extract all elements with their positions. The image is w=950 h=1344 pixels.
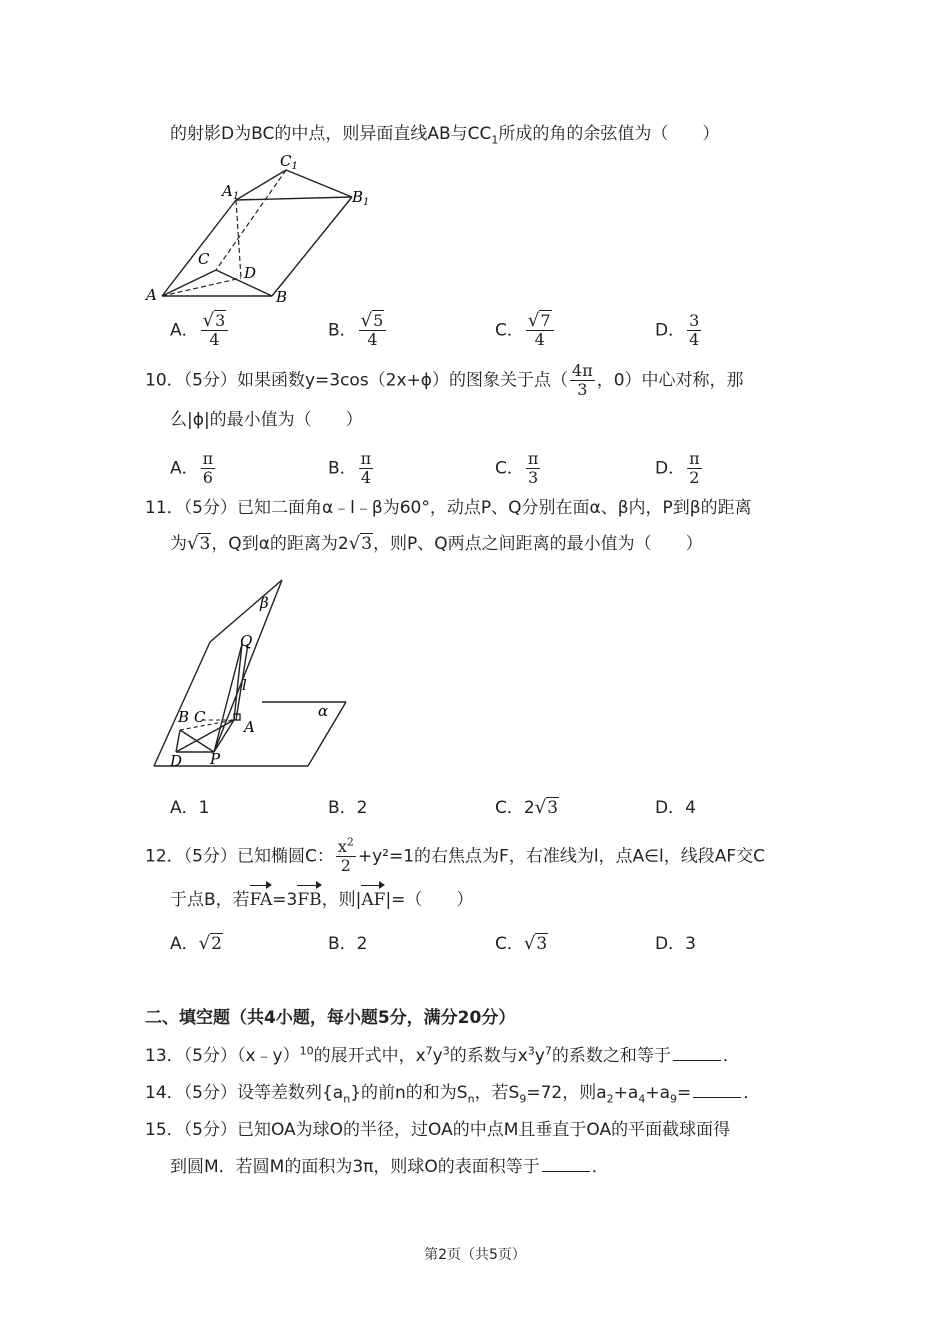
section-title: 二、填空题（共4小题，每小题5分，满分20分） [145,1008,516,1028]
q15-line1: 15．（5分）已知OA为球O的半径，过OA的中点M且垂直于OA的平面截球面得 [145,1120,731,1140]
q12-option-a[interactable]: A．√2 [170,933,222,954]
q9-option-d[interactable]: D． $\frac{3}{4}$ [655,311,700,349]
svg-text:C: C [198,250,210,268]
q12-option-c[interactable]: C．√3 [495,933,548,954]
q9-option-b[interactable]: B． $\frac{√5}{4}$ [328,312,388,349]
q12-line2: 于点B，若FA=3FB，则|AF|=（ ） [170,890,474,910]
q10-option-b[interactable]: B． $\frac{\pi}{4}$ [328,449,372,487]
answer-blank[interactable] [693,1081,741,1098]
answer-blank[interactable] [673,1044,721,1061]
q12-option-b[interactable]: B．2 [328,934,368,954]
q11-figure [140,570,360,775]
q14-text: 14．（5分）设等差数列$\{a_n\}$的前n的和为$S_n$，若$S_9=72$，则$a_2+a_4+a_9=$ ． [145,1083,761,1106]
q10-option-a[interactable]: A． $\frac{\pi}{6}$ [170,449,214,487]
page-footer: 第2页（共5页） [424,1247,526,1263]
q11-option-d[interactable]: D．4 [655,798,696,818]
svg-text:Q: Q [240,632,253,650]
svg-text:C: C [194,708,206,726]
svg-text:D: D [244,264,257,282]
svg-text:B: B [276,288,288,306]
q11-option-b[interactable]: B．2 [328,798,368,818]
q13-text: 13．（5分）（x﹣y）$^{10}$的展开式中，$x^7y^3$的系数与$x^3y^7$的系数之和等于 ． [145,1044,740,1066]
svg-text:D: D [170,752,183,770]
q11-option-a[interactable]: A．1 [170,798,210,818]
q9-figure [140,150,380,308]
svg-text:α: α [318,702,329,720]
q10-option-c[interactable]: C． $\frac{\pi}{3}$ [495,449,539,487]
q10-line2: 么|ϕ|的最小值为（ ） [170,410,363,430]
svg-text:C1: $C_1$ [280,152,298,172]
answer-blank[interactable] [542,1155,590,1172]
svg-text:A: A [244,718,255,736]
q11-line1: 11．（5分）已知二面角α﹣l﹣β为60°，动点P、Q分别在面α、β内，P到β的距离 [145,498,752,518]
q9-option-a[interactable]: A． $\frac{√3}{4}$ [170,312,230,349]
svg-text:β: β [260,594,269,612]
svg-text:A1: $A_1$ [222,182,240,202]
q11-option-c[interactable]: C．2√3 [495,797,559,818]
q9-text: 的射影D为BC的中点，则异面直线AB与$CC_1$所成的角的余弦值为（ ） [170,124,720,147]
svg-text:l: l [242,676,247,694]
q9-option-c[interactable]: C． $\frac{√7}{4}$ [495,312,556,349]
svg-text:B1: $B_1$ [352,188,370,208]
q12-option-d[interactable]: D．3 [655,934,696,954]
q10-line1: 10．（5分）如果函数y=3cos（2x+ϕ）的图象关于点（ $\frac{4\pi}{3}$ ，0）中心对称，那 [145,361,744,399]
q12-line1: 12．（5分）已知椭圆C： $\frac{x^2}{2}$ +y²=1的右焦点为F，右准线为l，点A∈l，线段AF交C [145,835,765,875]
q10-option-d[interactable]: D． $\frac{\pi}{2}$ [655,449,700,487]
svg-text:B: B [178,708,190,726]
svg-text:P: P [210,750,221,768]
svg-text:A: A [146,286,157,304]
q11-line2: 为√3，Q到α的距离为2√3，则P、Q两点之间距离的最小值为（ ） [170,533,703,554]
q15-line2: 到圆M．若圆M的面积为3π，则球O的表面积等于 ． [170,1157,609,1177]
